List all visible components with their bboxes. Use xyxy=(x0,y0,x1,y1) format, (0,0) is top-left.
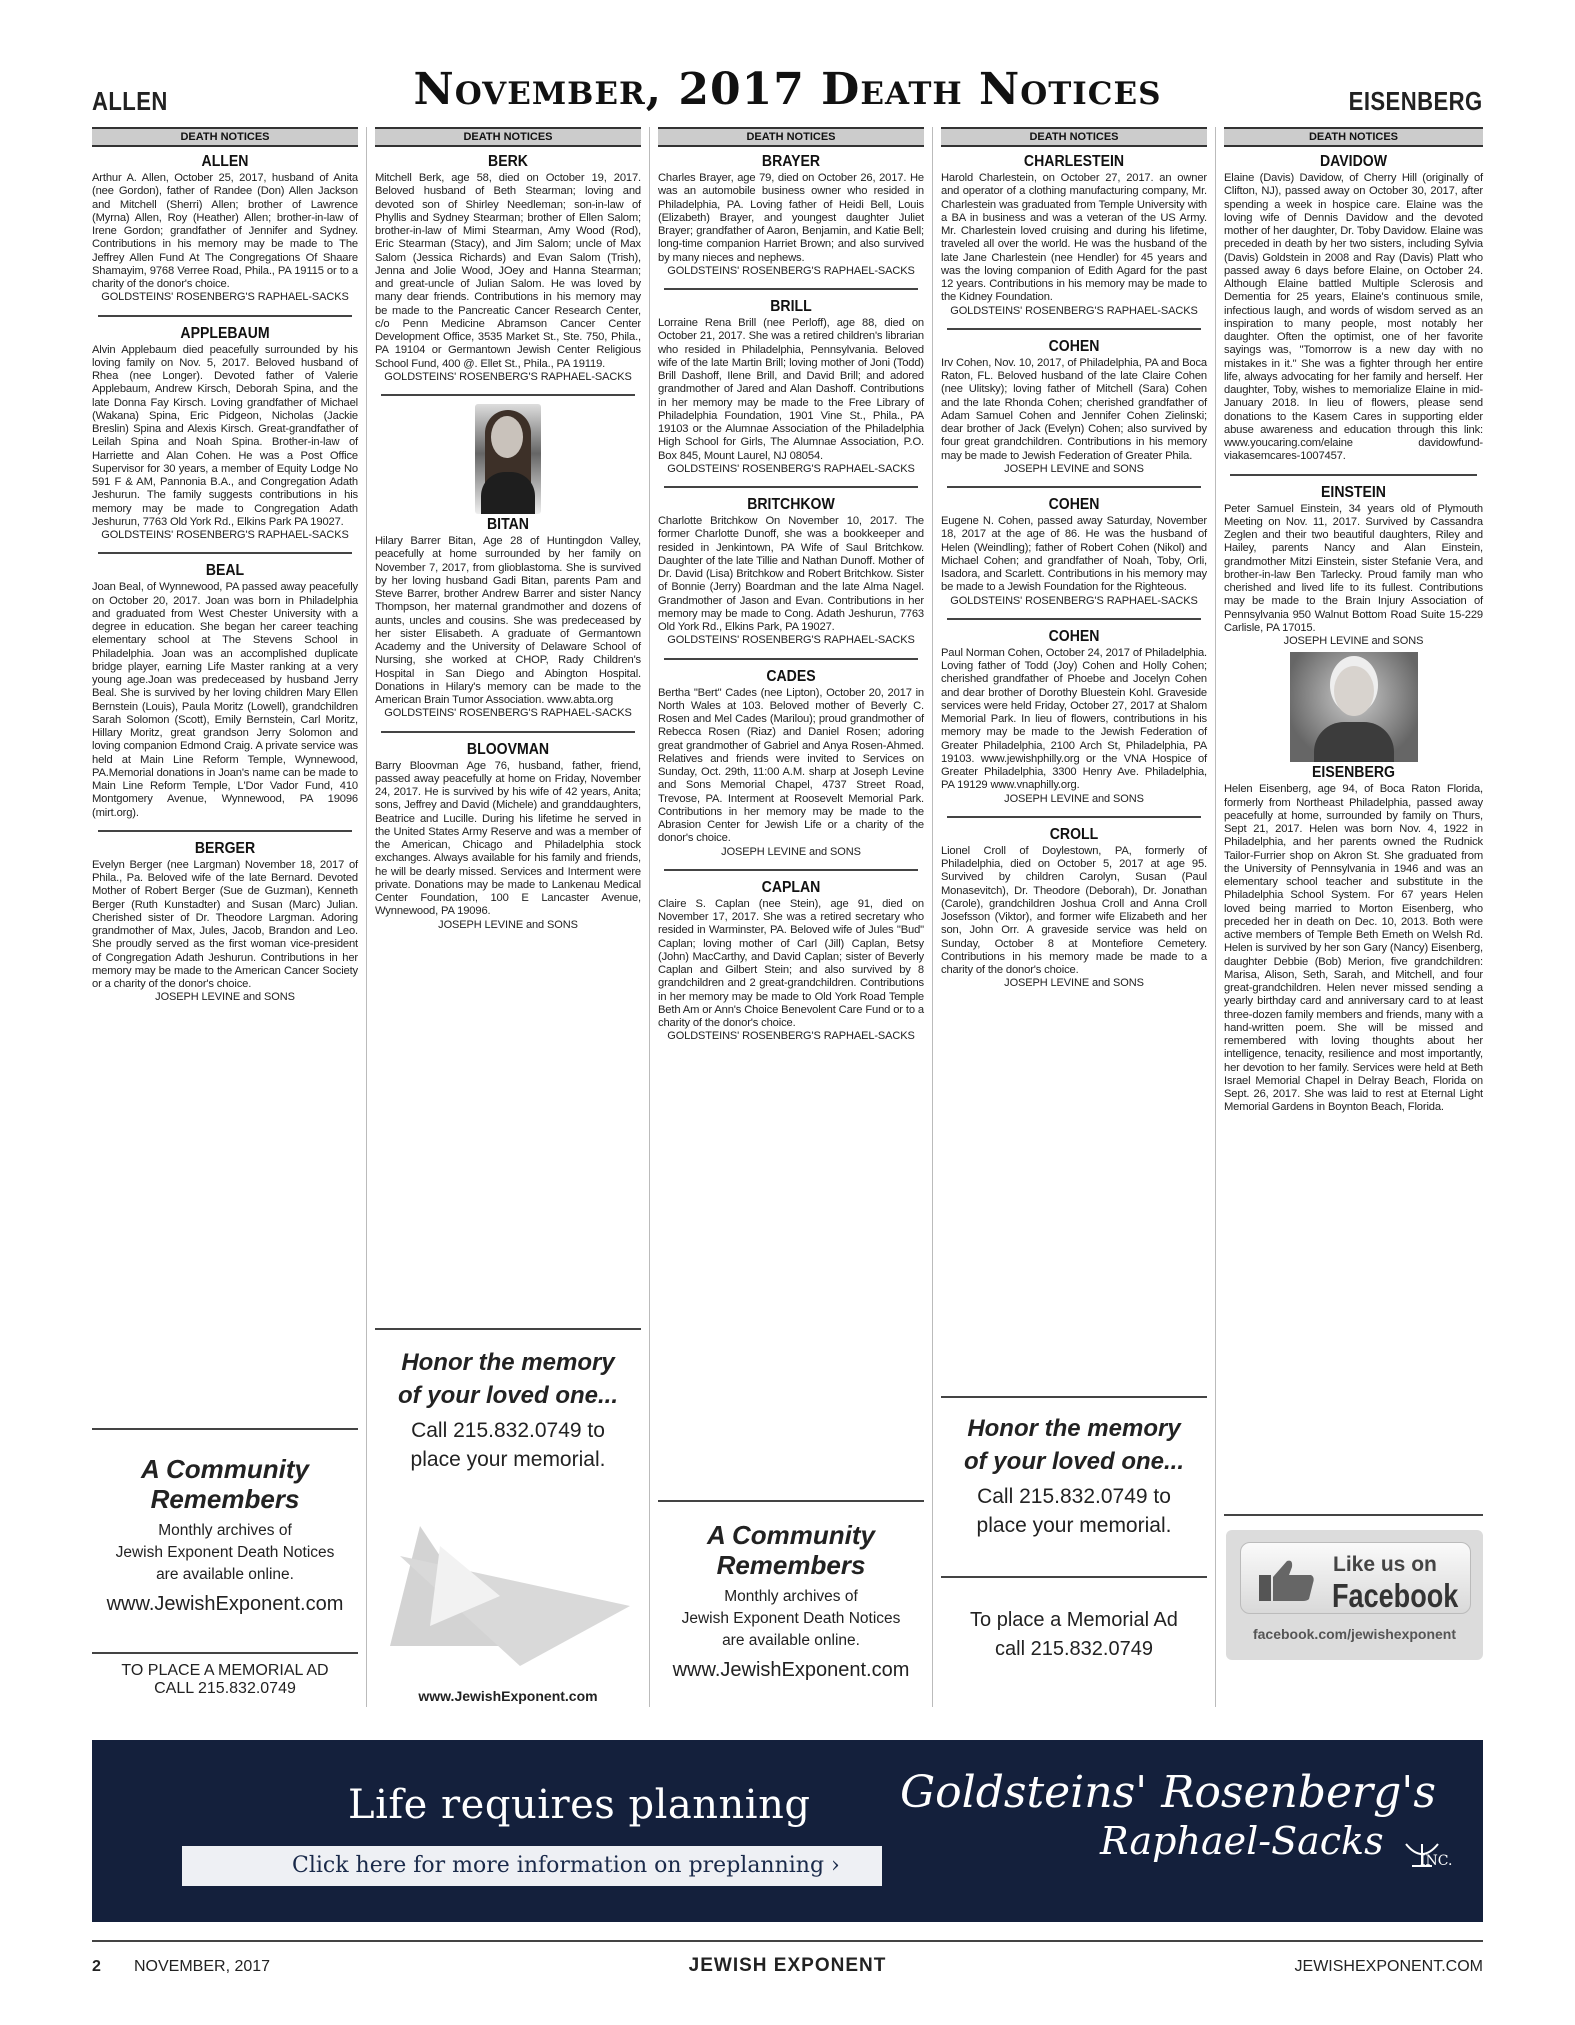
divider xyxy=(1230,474,1477,476)
promo-title: Honor the memory xyxy=(967,1415,1181,1442)
notice-name: CROLL xyxy=(1049,825,1099,843)
memorial-ad-cta xyxy=(92,1662,358,1698)
star-of-david-icon xyxy=(380,1516,636,1666)
notice-bloovman xyxy=(375,741,641,932)
divider xyxy=(947,618,1201,620)
notice-charlestein xyxy=(941,153,1207,318)
header-left-name: ALLEN xyxy=(92,86,168,116)
page-number: 2 xyxy=(92,1958,101,1975)
promo-title: Honor the memory xyxy=(401,1349,615,1376)
notice-einstein xyxy=(1224,484,1483,649)
logo-text: Raphael-Sacks xyxy=(1100,1819,1384,1863)
notice-text: Helen Eisenberg, age 94, of Boca Raton Florida, formerly from Northeast Philadelphia, passed away peacefully at home, surrounded by family on Thurs, Sept 21, 2017. Helen was born Nov. 4, 1922 in Philadelphia, and her parents owned the Rudnick Tailor-Furrier shop on Akron St. She graduated from the University of Pennsylvania in 1946 and was an elementary school teacher and substitute in the Philadelphia School System. For 67 years Helen loved being married to Morton Eisenberg, who preceded her in death on Dec. 10, 2013. Both were active members of Temple Beth Emeth on Welsh Rd. Helen is survived by her son Gary (Nancy) Eisenberg, daughter Debbie (Bob) Merion, five grandchildren: Marisa, Alison, Seth, Sarah, and Mitchell, and four great-grandchildren. Helen never missed sending a yearly birthday card and anniversary card to at least three-dozen family members and friends, many with a hand-written poem. She will be missed and remembered with loving thoughts about her intelligence, tenacity, resilience and most importantly, her devotion to her family. Services were held at Beth Israel Memorial Chapel in Delray Beach, Florida on Sept. 26, 2017. She was laid to rest at Eternal Light Memorial Gardens in Boynton Beach, Florida. xyxy=(1224,783,1483,1114)
promo-body: place your memorial. xyxy=(976,1514,1172,1537)
logo-text: INC. xyxy=(1420,1853,1453,1869)
notice-text: Paul Norman Cohen, October 24, 2017 of Philadelphia. Loving father of Todd (Joy) Cohen and Holly Cohen; cherished grandfather of Phoebe and Jocelyn Cohen and dear brother of Dorothy Bluestein Kohl. Graveside services were held Friday, October 27, 2017 at Shalom Memorial Park. In lieu of flowers, contributions in his memory may be made to the Jewish Federation of Greater Philadelphia, 2100 Arch St, Philadelphia, PA 19103. www.jewishphilly.org or the VNA Hospice of Greater Philadelphia, 3300 Henry Ave. Philadelphia, PA 19129 www.vnaphilly.org. xyxy=(941,646,1207,792)
divider xyxy=(98,315,352,317)
promo-title: A Community xyxy=(706,1520,876,1550)
column-divider xyxy=(932,127,933,1707)
divider xyxy=(947,816,1201,818)
notice-name: EINSTEIN xyxy=(1321,483,1386,501)
funeral-home: GOLDSTEINS' ROSENBERG'S RAPHAEL-SACKS xyxy=(950,304,1198,317)
banner-headline: Life requires planning xyxy=(348,1782,811,1828)
funeral-home: GOLDSTEINS' ROSENBERG'S RAPHAEL-SACKS xyxy=(950,594,1198,607)
cta-line: To place a Memorial Ad xyxy=(970,1609,1178,1631)
funeral-home: GOLDSTEINS' ROSENBERG'S RAPHAEL-SACKS xyxy=(667,634,915,647)
notice-britchkow xyxy=(658,496,924,648)
cta-line: CALL 215.832.0749 xyxy=(154,1680,296,1697)
portrait-photo xyxy=(475,404,541,514)
divider xyxy=(664,486,918,488)
promo-title: of your loved one... xyxy=(397,1382,619,1409)
preplanning-link[interactable]: Click here for more information on preplanning › xyxy=(182,1846,882,1886)
promo-title: of your loved one... xyxy=(963,1448,1185,1475)
facebook-url[interactable]: facebook.com/jewishexponent xyxy=(1252,1626,1457,1642)
divider xyxy=(941,1396,1207,1398)
notice-croll xyxy=(941,826,1207,991)
notice-text: Claire S. Caplan (nee Stein), age 91, died on November 17, 2017. She was a retired secretary who resided in Warminster, PA. Beloved wife of Jules "Bud" Caplan; loving mother of Carl (Jill) Caplan, Betsy (John) MacCarthy, and David Caplan; sister of Beverly Caplan and Gilbert Stein; and also survived by 8 grandchildren and 2 great-grandchildren. Contributions in her memory may be made to Old York Road Temple Beth Am or Ann's Choice Benevolent Care Fund or to a charity of the donor's choice. xyxy=(658,897,924,1030)
divider xyxy=(664,288,918,290)
column-header: DEATH NOTICES xyxy=(1224,127,1483,147)
column-divider xyxy=(1215,127,1216,1707)
divider xyxy=(947,486,1201,488)
funeral-home: GOLDSTEINS' ROSENBERG'S RAPHAEL-SACKS xyxy=(384,370,632,383)
funeral-home: JOSEPH LEVINE and SONS xyxy=(155,991,295,1004)
notice-cades xyxy=(658,668,924,859)
divider xyxy=(658,1500,924,1502)
notice-name: BRAYER xyxy=(761,153,821,170)
promo-line: are available online. xyxy=(156,1566,294,1583)
promo-line: Monthly archives of xyxy=(158,1522,292,1539)
divider xyxy=(92,1652,358,1654)
promo-line: Jewish Exponent Death Notices xyxy=(681,1610,901,1627)
menorah-icon xyxy=(1402,1840,1442,1870)
column-5 xyxy=(1224,127,1483,1699)
notice-cohen-paul xyxy=(941,628,1207,806)
notice-text: Lorraine Rena Brill (nee Perloff), age 88, died on October 21, 2017. She was a retired children's librarian who resided in Philadelphia, Pennsylvania. Beloved wife of the late Martin Brill; loving mother of Joni (Todd) Brill Dashoff, Ilene Brill, and David Brill; and adored grandmother of Jared and Alan Dashoff. Contributions in her memory may be made to the Free Library of Philadelphia Foundation, 1901 Vine St., Phila., PA 19103 or the Alumnae Association of the Philadelphia High School for Girls, The Alumnae Association, P.O. Box 845, Mount Laurel, NJ 08054. xyxy=(658,317,924,462)
notice-name: CAPLAN xyxy=(761,878,821,896)
notice-name: BERK xyxy=(488,153,528,170)
notice-davidow xyxy=(1224,153,1483,464)
promo-title: Remembers xyxy=(150,1484,300,1514)
column-header: DEATH NOTICES xyxy=(375,127,641,147)
thumbs-up-icon xyxy=(1257,1557,1317,1603)
notice-applebaum xyxy=(92,325,358,543)
promo-body: Call 215.832.0749 to xyxy=(977,1485,1171,1508)
notice-name: ALLEN xyxy=(201,153,249,170)
cta-line: call 215.832.0749 xyxy=(995,1638,1153,1660)
notice-name: BEAL xyxy=(205,562,245,580)
header-right-name: EISENBERG xyxy=(1348,86,1483,116)
community-remembers-promo xyxy=(658,1520,924,1684)
notice-caplan xyxy=(658,879,924,1044)
divider xyxy=(98,830,352,832)
notice-name: BERGER xyxy=(194,839,256,857)
promo-line: Monthly archives of xyxy=(724,1588,858,1605)
funeral-home: GOLDSTEINS' ROSENBERG'S RAPHAEL-SACKS xyxy=(667,264,915,277)
notice-allen xyxy=(92,153,358,305)
column-divider xyxy=(366,127,367,1707)
funeral-home-logo xyxy=(900,1767,1480,1869)
divider xyxy=(381,731,635,733)
notice-text: Mitchell Berk, age 58, died on October 19, 2017. Beloved husband of Beth Stearman; loving and devoted son of Shirley Needleman; son-in-law of Phyllis and Sydney Stearman; brother of Ellen Salom; brother-in-law of Mimi Stearman, Amy Wood (Rod), Eric Stearman (Stacy), and Jim Salom; uncle of Max Salom (Jessica Richards) and Evan Salom (Trish), Jenna and Jolie Wood, JOey and Hanna Stearman; and great-uncle of Julian Salom. He was loved by many dear friends. Contributions in his memory may be made to the Pancreatic Cancer Research Center, c/o Penn Medicine Abramson Cancer Center Development Office, 3535 Market St., Ste. 750, Phila., PA 19104 or Germantown Jewish Center Religious School Fund, 400 @. Ellet St., Phila., PA 19119. xyxy=(375,172,641,370)
funeral-home: GOLDSTEINS' ROSENBERG'S RAPHAEL-SACKS xyxy=(101,529,349,542)
divider xyxy=(664,658,918,660)
promo-title: Remembers xyxy=(716,1550,866,1580)
promo-body: Call 215.832.0749 to xyxy=(411,1419,605,1442)
promo-line: Jewish Exponent Death Notices xyxy=(115,1544,335,1561)
notice-eisenberg xyxy=(1224,764,1483,1114)
divider xyxy=(1224,1514,1483,1516)
notice-text: Harold Charlestein, on October 27, 2017. an owner and operator of a clothing manufacturing company, Mr. Charlestein was graduated from Temple University with a BA in business and was a veteran of the US Army. Mr. Charlestein loved cruising and during his lifetime, traveled all over the world. He was the husband of the late Jane Charlestein (nee Hendler) for 45 years and was the loving companion of Edith Agard for the past 12 years. Contributions in his memory may be made to the Kidney Foundation. xyxy=(941,172,1207,304)
issue-date: NOVEMBER, 2017 xyxy=(134,1958,271,1975)
notice-brayer xyxy=(658,153,924,278)
funeral-home: JOSEPH LEVINE and SONS xyxy=(1004,462,1144,475)
notice-text: Irv Cohen, Nov. 10, 2017, of Philadelphia, PA and Boca Raton, FL. Beloved husband of the late Claire Cohen (nee Ulitsky); loving father of Mitchell (Sara) Cohen and the late Rhonda Cohen; cherished grandfather of Adam Samuel Cohen and Jennifer Cohen Zielinski; dear brother of Jack (Evelyn) Cohen; also survived by four great grandchildren. Contributions in his memory may be made to Jewish Federation of Greater Phila. xyxy=(941,356,1207,462)
notice-beal xyxy=(92,562,358,820)
funeral-home: JOSEPH LEVINE and SONS xyxy=(438,918,578,931)
notice-bitan xyxy=(375,516,641,721)
logo-text: Goldsteins' Rosenberg's xyxy=(900,1767,1436,1818)
notice-text: Bertha "Bert" Cades (nee Lipton), October 20, 2017 in North Wales at 103. Beloved mother of Beverly C. Rosen and Mel Cades (Marilou); proud grandmother of Rebecca Rosen (Riaz) and Daniel Rosen; adoring great grandmother of Gabriel and Anya Rosen-Ahmed. Relatives and friends were invited to Services on Sunday, Oct. 29th, 11:00 A.M. sharp at Joseph Levine and Sons Memorial Chapel, 4737 Street Road, Trevose, PA. Interment at Roosevelt Memorial Park. Contributions in her memory may be made to the Abrasion Center for Jewish Life or a charity of the donor's choice. xyxy=(658,686,924,845)
archive-link[interactable]: www.JewishExponent.com xyxy=(672,1659,910,1681)
notice-cohen-irv xyxy=(941,338,1207,476)
facebook-promo[interactable] xyxy=(1226,1530,1483,1660)
notice-text: Hilary Barrer Bitan, Age 28 of Huntingdon Valley, peacefully at home surrounded by her family on November 7, 2017, from glioblastoma. She is survived by her loving husband Gadi Bitan, parents Pam and Steve Barrer, brother Andrew Barrer and sister Nancy Thompson, her maternal grandmother and dozens of aunts, uncles and cousins. She was predeceased by her sister Elisabeth. A graduate of Germantown Academy and the University of Delaware School of Nursing, she worked at CHOP, Rady Children's Hospital in San Diego and Abington Hospital. Donations in Hilary's memory can be made to the American Brain Tumor Association. www.abta.org xyxy=(375,535,641,707)
divider xyxy=(92,1428,358,1430)
notice-name: BRITCHKOW xyxy=(747,496,835,514)
funeral-home: JOSEPH LEVINE and SONS xyxy=(1283,635,1424,647)
notice-text: Alvin Applebaum died peacefully surrounded by his loving family on Nov. 5, 2017. Beloved husband of Rhea (nee Longer). Devoted father of Valerie Applebaum, Andrew Kirsch, Deborah Spina, and the late Donna Fay Kirsch. Loving grandfather of Michael (Wakana) Spina, Eric Pidgeon, Nicholas (Jackie Breslin) Spina and Alexis Kirsch. Great-grandfather of Leilah Spina and Noah Spina. Brother-in-law of Harriette and Alan Cohen. He was a Post Office Supervisor for 30 years, a member of Equity Lodge No 591 F & AM, Pannonia B.A., and Congregation Adath Jeshurun. The family suggests contributions in his memory may be made to Congregation Adath Jeshurun, 7763 Old York Rd., Elkins Park PA 19027. xyxy=(92,343,358,528)
column-3 xyxy=(658,127,924,1699)
notice-name: COHEN xyxy=(1048,496,1100,514)
facebook-button[interactable] xyxy=(1240,1542,1471,1614)
funeral-home: GOLDSTEINS' ROSENBERG'S RAPHAEL-SACKS xyxy=(667,1030,915,1043)
notice-text: Peter Samuel Einstein, 34 years old of Plymouth Meeting on Nov. 11, 2017. Survived by Cassandra Zeglen and their two beautiful daughters, Riley and Hailey, parents Nancy and Alan Einstein, grandmother Mitzi Einstein, sister Stefanie Vera, and brother-in-law Ben Tarlecky. Proud family man who cherished and lived life to its fullest. Contributions may be made to the Brain Injury Association of Pennsylvania 950 Walnut Bottom Road Suite 15-229 Carlisle, PA 17015. xyxy=(1224,502,1483,634)
column-header: DEATH NOTICES xyxy=(658,127,924,147)
notice-text: Arthur A. Allen, October 25, 2017, husband of Anita (nee Gordon), father of Randee (Don) Allen Jackson and Mitchell (Sherri) Allen; brother of Lawrence (Myrna) Allen, Roy (Heather) Allen; brother-in-law of Irene Gordon; grandfather of Jennifer and Sydney. Contributions in his memory may be made to The Jeffrey Allen Fund At The Congregations Of Shaare Shamayim, 9768 Verree Road, Phila., PA 19115 or to a charity of the donor's choice. xyxy=(92,172,358,290)
notice-text: Eugene N. Cohen, passed away Saturday, November 18, 2017 at the age of 86. He was the husband of Helen (Weindling); father of Robert Cohen (Nikol) and Michael Cohen; and grandfather of Noah, Toby, Orli, Isadora, and Scarlett. Contributions in his memory may be made to a Jewish Foundation for the Righteous. xyxy=(941,515,1207,594)
paper-name: JEWISH EXPONENT xyxy=(688,1955,887,1976)
notice-name: CHARLESTEIN xyxy=(1023,153,1125,170)
website-url[interactable]: JEWISHEXPONENT.COM xyxy=(1294,1958,1483,1975)
notice-name: BITAN xyxy=(487,516,529,534)
funeral-home: JOSEPH LEVINE and SONS xyxy=(1004,977,1144,990)
promo-body: place your memorial. xyxy=(410,1448,606,1471)
notice-name: APPLEBAUM xyxy=(180,324,270,342)
divider xyxy=(375,1328,641,1330)
divider xyxy=(941,1576,1207,1578)
notice-berk xyxy=(375,153,641,384)
promo-title: A Community xyxy=(140,1454,310,1484)
notice-brill xyxy=(658,298,924,476)
divider xyxy=(98,552,352,554)
page-title: November, 2017 Death Notices xyxy=(413,64,1162,115)
cta-line: TO PLACE A MEMORIAL AD xyxy=(121,1662,329,1679)
website-link[interactable]: www.JewishExponent.com xyxy=(418,1688,598,1704)
notice-name: EISENBERG xyxy=(1312,764,1395,782)
notice-name: BLOOVMAN xyxy=(466,740,550,758)
notice-name: DAVIDOW xyxy=(1319,153,1387,170)
notice-text: Charlotte Britchkow On November 10, 2017. The former Charlotte Dunoff, she was a bookkeeper and resided in Jenkintown, PA Wife of Saul Britchkow. Daughter of the late Tillie and Nathan Dunoff. Mother of Dr. David (Lisa) Britchkow and Robert Britchkow. Sister of Bonnie (Jerry) Boardman and the late Alma Nagel. Grandmother of Jason and Evan. Contributions in her memory may be made to Cong. Adath Jeshurun, 7763 Old York Rd., Elkins Park, PA 19027. xyxy=(658,515,924,634)
community-remembers-promo xyxy=(92,1454,358,1618)
notice-text: Elaine (Davis) Davidow, of Cherry Hill (originally of Clifton, NJ), passed away on October 30, 2017, after spending a week in hospice care. Elaine was the loving wife of Dennis Davidow and the devoted mother of her daughter, Dr. Toby Davidow. Elaine was preceded in death by her two sisters, including Sylvia (Davis) Goldstein in 2008 and Ray (Davis) Platt who passed away 6 days before Elaine, on October 24. Although Elaine battled Multiple Sclerosis and Dementia for 25 years, Elaine's continuous smile, infectious laugh, and words of wisdom served as an inspiration to many people, most notably her daughter. Often the optimist, one of her favorite sayings was, "Tomorrow is a new day with no mistakes in it." She was a fighter through her entire life, always advocating for her family and herself. Her daughter, Toby, wishes to memorialize Elaine in mid-January 2018. In lieu of flowers, please send donations to the Kasem Cares in supporting elder abuse awareness and education through this link: www.youcaring.com/elaine davidowfund-viakasemcares-1007457. xyxy=(1224,172,1483,463)
notice-text: Barry Bloovman Age 76, husband, father, friend, passed away peacefully at home on Friday, November 24, 2017. He is survived by his wife of 42 years, Anita; sons, Jeffrey and David (Michele) and granddaughters, Beatrice and Lucille. During his lifetime he served in the United States Army Reserve and was a member of the American, Chicago and Philadelphia stock exchanges. Always available for his family and friends, he will be dearly missed. Services and Interment were private. Donations may be made to Lankenau Medical Center Foundation, 100 E Lancaster Avenue, Wynnewood, PA 19096. xyxy=(375,759,641,918)
notice-text: Evelyn Berger (nee Largman) November 18, 2017 of Phila., Pa. Beloved wife of the late Bernard. Devoted Mother of Robert Berger (Sue de Guzman), Kenneth Berger (Ruth Kunstadter) and Susan (Marc) Julian. Cherished sister of Dr. Theodore Largman. Adoring grandmother of Max, Jules, Jacob, Brandon and Leo. She proudly served as the first woman vice-president of Congregation Adath Jeshurun. Contributions in her memory may be made to the American Cancer Society or a charity of the donor's choice. xyxy=(92,858,358,991)
funeral-home: GOLDSTEINS' ROSENBERG'S RAPHAEL-SACKS xyxy=(101,291,349,304)
facebook-like-label: Like us on xyxy=(1333,1553,1437,1576)
portrait-photo xyxy=(1290,652,1418,762)
divider xyxy=(381,394,635,396)
honor-memory-promo xyxy=(375,1346,641,1474)
notice-text: Joan Beal, of Wynnewood, PA passed away peacefully on October 20, 2017. Joan was born in Philadelphia and graduated from West Chester University with a degree in education. She began her career teaching elementary school at The Stevens School in Philadelphia. Joan was an accomplished duplicate bridge player, earning Life Master ranking at a very young age.Joan was predeceased by husband Jerry Beal. She is survived by her loving children Mary Ellen Bernstein (Louis), Paula Moritz (Lowell), grandchildren Sarah Solomon (Scott), Emily Bernstein, Carl Moritz, Hillary Moritz, great grandson Jerry Solomon and loving companion Edmond Craig. A private service was held at Main Line Reform Temple, Wynnewood, PA.Memorial donations in Joan's name can be made to Main Line Reform Temple, L'Dor Vador Fund, 410 Montgomery Avenue, Wynnewood, PA 19096 (mirt.org). xyxy=(92,581,358,819)
funeral-home: GOLDSTEINS' ROSENBERG'S RAPHAEL-SACKS xyxy=(667,462,915,475)
notice-text: Charles Brayer, age 79, died on October 26, 2017. He was an automobile business owner who resided in Philadelphia, PA. Loving father of Heidi Bell, Louis (Elizabeth) Brayer, and youngest daughter Juliet Brayer; grandfather of Aaron, Benjamin, and Katie Bell; long-time companion Harriet Brown; and also survived by many nieces and nephews. xyxy=(658,172,924,264)
funeral-home: JOSEPH LEVINE and SONS xyxy=(721,845,861,858)
honor-memory-promo xyxy=(941,1412,1207,1540)
preplanning-banner[interactable] xyxy=(92,1740,1483,1922)
notice-name: COHEN xyxy=(1048,337,1100,355)
funeral-home: GOLDSTEINS' ROSENBERG'S RAPHAEL-SACKS xyxy=(384,707,632,720)
promo-line: are available online. xyxy=(722,1632,860,1649)
column-header: DEATH NOTICES xyxy=(92,127,358,147)
archive-link[interactable]: www.JewishExponent.com xyxy=(106,1593,344,1615)
notice-text: Lionel Croll of Doylestown, PA, formerly of Philadelphia, died on October 5, 2017 at age 95. Survived by children Carolyn, Susan (Paul Monasevitch), Dr. Theodore (Deborah), Dr. Jonathan (Carole), grandchildren Joshua Croll and Anna Croll Josefsson (Viktor), and former wife Elizabeth and her son, John Orr. A graveside service was held on Sunday, October 8 at Montefiore Cemetery. Contributions in his memory made be made to a charity of the donor's choice. xyxy=(941,844,1207,977)
divider xyxy=(664,869,918,871)
notice-name: BRILL xyxy=(770,298,812,316)
notice-name: CADES xyxy=(766,667,816,685)
notice-berger xyxy=(92,840,358,1005)
divider xyxy=(947,328,1201,330)
memorial-ad-cta xyxy=(941,1602,1207,1664)
footer-divider xyxy=(92,1940,1483,1942)
notice-cohen-eugene xyxy=(941,496,1207,608)
column-divider xyxy=(649,127,650,1707)
column-header: DEATH NOTICES xyxy=(941,127,1207,147)
facebook-name: Facebook xyxy=(1332,1577,1459,1614)
notice-name: COHEN xyxy=(1048,627,1100,645)
funeral-home: JOSEPH LEVINE and SONS xyxy=(1004,792,1144,805)
